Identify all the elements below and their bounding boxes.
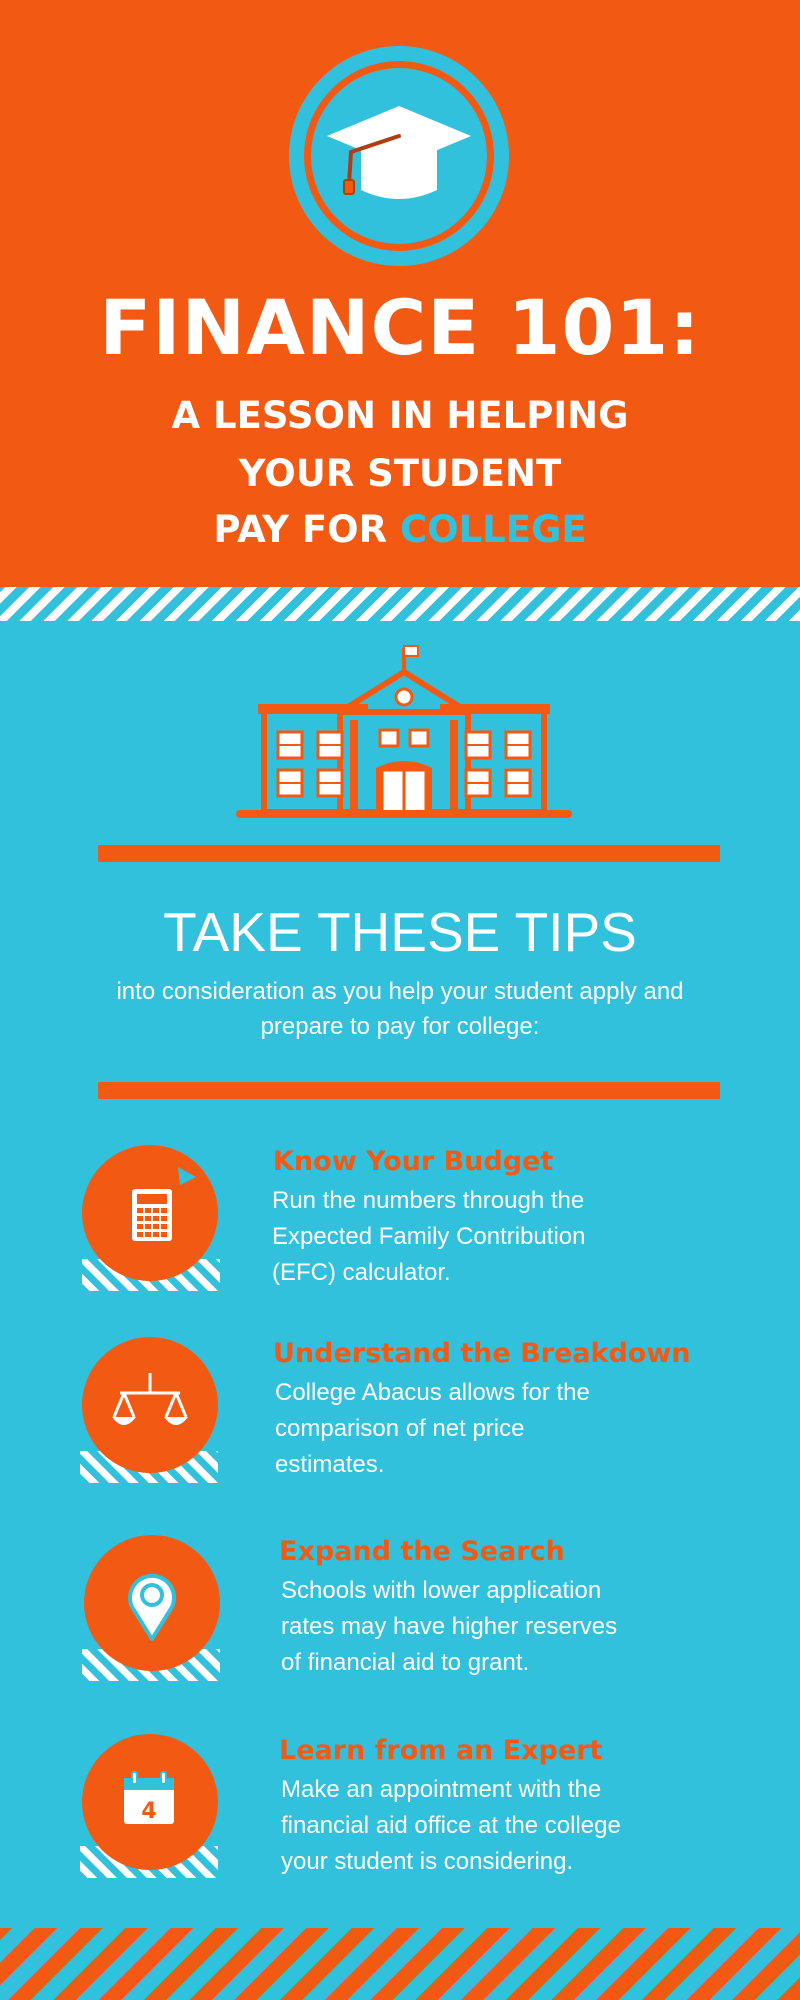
tip-expand-the-search xyxy=(0,1533,800,1713)
tips-heading: TAKE THESE TIPS xyxy=(163,901,637,963)
tip-text-line: Make an appointment with the xyxy=(281,1776,602,1803)
striped-footer-band xyxy=(0,1928,800,2000)
tip-text-line: estimates. xyxy=(275,1451,385,1478)
tip-title: Expand the Search xyxy=(279,1536,565,1567)
tip-text-line: Run the numbers through the xyxy=(272,1187,585,1214)
page-title: FINANCE 101: xyxy=(99,283,701,372)
tips-intro-line-2: prepare to pay for college: xyxy=(260,1013,540,1040)
tips-intro-line-1: into consideration as you help your student apply and xyxy=(116,978,684,1005)
tip-text-line: your student is considering. xyxy=(281,1848,574,1875)
tip-text-line: Schools with lower application xyxy=(281,1577,602,1604)
tip-understand-the-breakdown xyxy=(0,1335,800,1515)
subtitle-line-2: YOUR STUDENT xyxy=(238,452,562,495)
tip-text-line: financial aid office at the college xyxy=(281,1812,621,1839)
subtitle-line-1: A LESSON IN HELPING xyxy=(171,394,629,437)
subtitle-line-3 xyxy=(0,505,800,555)
tip-title: Understand the Breakdown xyxy=(273,1338,691,1369)
tip-text-line: rates may have higher reserves xyxy=(281,1613,618,1640)
map-pin-icon xyxy=(80,1533,225,1683)
tip-text-line: of financial aid to grant. xyxy=(281,1649,530,1676)
school-building-icon xyxy=(236,640,572,825)
tip-title: Learn from an Expert xyxy=(279,1735,603,1766)
balance-scale-icon xyxy=(80,1335,225,1485)
header-section xyxy=(0,0,800,587)
divider-rule-middle xyxy=(98,1082,720,1099)
tip-title: Know Your Budget xyxy=(273,1146,554,1177)
calendar-day-number: 4 xyxy=(141,1799,157,1824)
subtitle-line-3-prefix: PAY FOR xyxy=(213,508,400,551)
tip-know-your-budget xyxy=(0,1143,800,1323)
tip-text-line: Expected Family Contribution xyxy=(272,1223,586,1250)
tip-text-line: College Abacus allows for the xyxy=(275,1379,590,1406)
graduation-cap-icon xyxy=(287,44,511,268)
tip-text-line: (EFC) calculator. xyxy=(272,1259,451,1286)
subtitle-accent-word: COLLEGE xyxy=(399,508,587,551)
striped-divider xyxy=(0,587,800,621)
tip-learn-from-an-expert xyxy=(0,1732,800,1912)
tip-text-line: comparison of net price xyxy=(275,1415,525,1442)
calendar-icon xyxy=(80,1732,225,1882)
calculator-icon xyxy=(80,1143,225,1293)
divider-rule-top xyxy=(98,845,720,862)
